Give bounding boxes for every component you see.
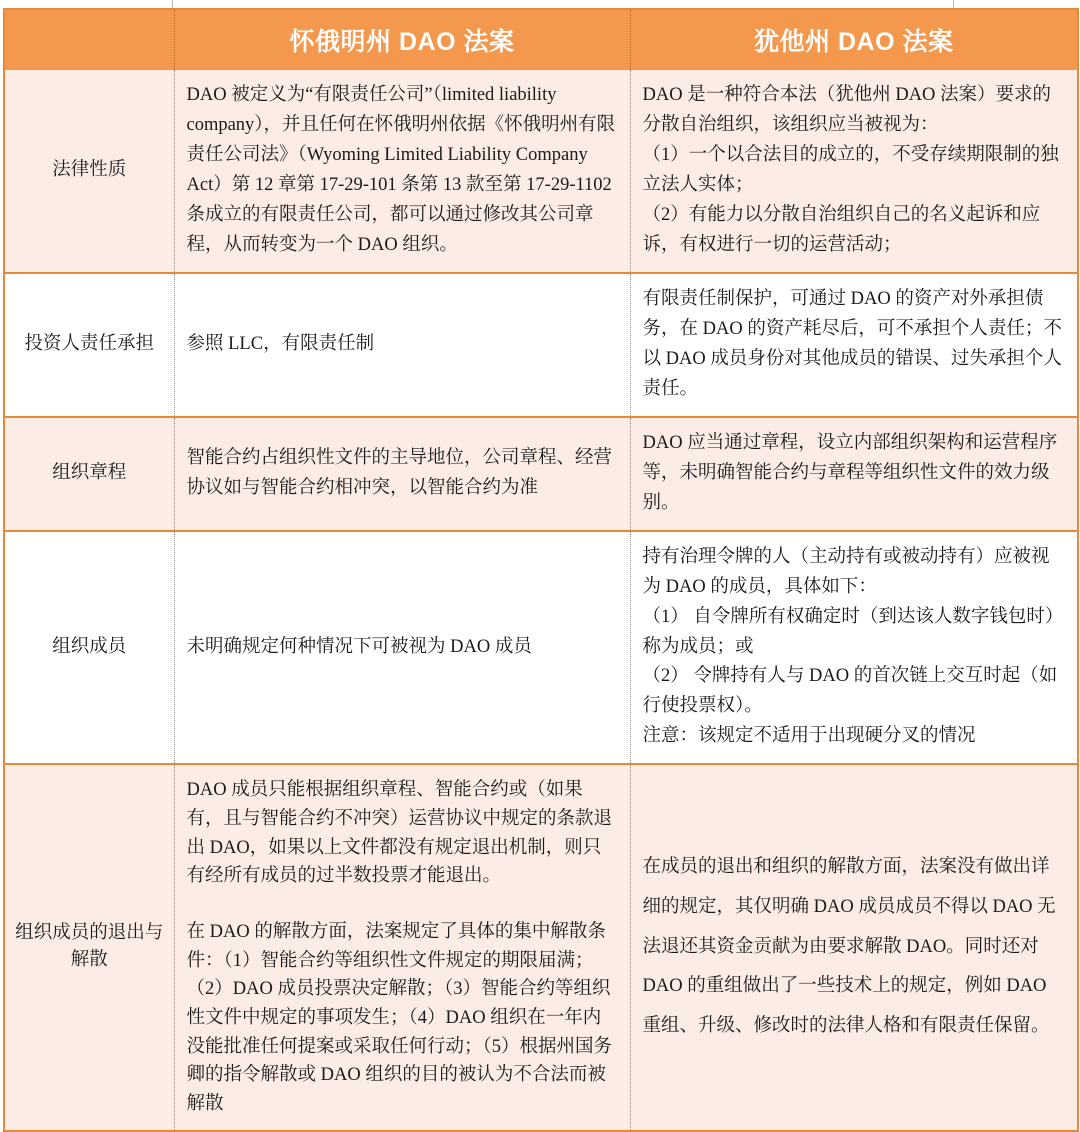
table-body <box>4 70 1078 1131</box>
cell-paragraph: 智能合约占组织性文件的主导地位，公司章程、经营协议如与智能合约相冲突，以智能合约为准 <box>186 447 613 498</box>
cell-wyoming-charter <box>174 417 630 531</box>
cell-paragraph: （2）有能力以分散自治组织自己的名义起诉和应诉，有权进行一切的运营活动； <box>642 204 1041 255</box>
cell-utah-members <box>630 531 1078 765</box>
crop-guide-tick-right <box>953 0 954 8</box>
cell-paragraph: 有限责任制保护，可通过 DAO 的资产对外承担债务，在 DAO 的资产耗尽后，可不承担个人责任；不以 DAO 成员身份对其他成员的错误、过失承担个人责任。 <box>642 288 1062 399</box>
cell-paragraph: 参照 LLC，有限责任制 <box>186 333 375 354</box>
cell-paragraph: 未明确规定何种情况下可被视为 DAO 成员 <box>186 636 532 657</box>
cell-paragraph: （2） 令牌持有人与 DAO 的首次链上交互时起（如行使投票权）。 <box>642 666 1058 717</box>
cell-paragraph: DAO 被定义为“有限责任公司”（limited liability company），并且任何在怀俄明州依据《怀俄明州有限责任公司法》（Wyoming Limited Liability Company Act）第 12 章第 17-29-101 条第 13 款至第 17-29-1102 条成立的有限责任公司，都可以通过修改其公司章程，从而转变为一个 DAO 组织。 <box>186 85 616 255</box>
header-cell-wyoming: 怀俄明州 DAO 法案 <box>174 9 630 70</box>
cell-paragraph: 持有治理令牌的人（主动持有或被动持有）应被视为 DAO 的成员，具体如下： <box>642 546 1050 597</box>
cell-utah-exit-and-dissolution <box>630 764 1078 1130</box>
cell-wyoming-investor-liability <box>174 273 630 417</box>
table-row <box>4 70 1078 273</box>
cell-paragraph: DAO 成员只能根据组织章程、智能合约或（如果有，且与智能合约不冲突）运营协议中规定的条款退出 DAO，如果以上文件都没有规定退出机制，则只有经所有成员的过半数投票才能退出。 <box>186 780 613 887</box>
cell-wyoming-members <box>174 531 630 765</box>
cell-paragraph: （1）一个以合法目的成立的，不受存续期限制的独立法人实体； <box>642 144 1059 195</box>
cell-paragraph: 在 DAO 的解散方面，法案规定了具体的集中解散条件：（1）智能合约等组织性文件规定的期限届满；（2）DAO 成员投票决定解散；（3）智能合约等组织性文件中规定的事项发生；（4）DAO 组织在一年内没能批准任何提案或采取任何行动；（5）根据州国务卿的指令解散或 DAO 组织的目的被认为不合法而被解散 <box>186 921 613 1114</box>
cell-paragraph: DAO 是一种符合本法（犹他州 DAO 法案）要求的分散自治组织，该组织应当被视为： <box>642 85 1052 135</box>
cell-paragraph: 注意：该规定不适用于出现硬分叉的情况 <box>642 726 976 747</box>
cell-paragraph: DAO 应当通过章程，设立内部组织架构和运营程序等，未明确智能合约与章程等组织性文件的效力级别。 <box>642 432 1058 513</box>
header-cell-blank <box>4 9 174 70</box>
row-label-legal-nature: 法律性质 <box>4 70 174 273</box>
crop-guide-tick-left <box>172 0 173 8</box>
cell-utah-charter <box>630 417 1078 531</box>
header-cell-utah: 犹他州 DAO 法案 <box>630 9 1078 70</box>
row-label-charter: 组织章程 <box>4 417 174 531</box>
cell-utah-legal-nature <box>630 70 1078 273</box>
table-row <box>4 764 1078 1130</box>
row-label-exit-and-dissolution: 组织成员的退出与解散 <box>4 764 174 1130</box>
table-row <box>4 417 1078 531</box>
cell-wyoming-legal-nature <box>174 70 630 273</box>
cell-utah-investor-liability <box>630 273 1078 417</box>
cell-wyoming-exit-and-dissolution <box>174 764 630 1130</box>
cell-paragraph: 在成员的退出和组织的解散方面，法案没有做出详细的规定，其仅明确 DAO 成员成员不得以 DAO 无法退还其资金贡献为由要求解散 DAO。同时还对 DAO 的重组做出了一些技术上的规定，例如 DAO 重组、升级、修改时的法律人格和有限责任保留。 <box>642 857 1056 1037</box>
table-row <box>4 531 1078 765</box>
table-row <box>4 273 1078 417</box>
cell-paragraph: （1） 自令牌所有权确定时（到达该人数字钱包时）称为成员；或 <box>642 606 1064 657</box>
table-header <box>4 9 1078 70</box>
row-label-members: 组织成员 <box>4 531 174 765</box>
row-label-investor-liability: 投资人责任承担 <box>4 273 174 417</box>
header-row <box>4 9 1078 70</box>
dao-comparison-table <box>3 8 1079 1132</box>
